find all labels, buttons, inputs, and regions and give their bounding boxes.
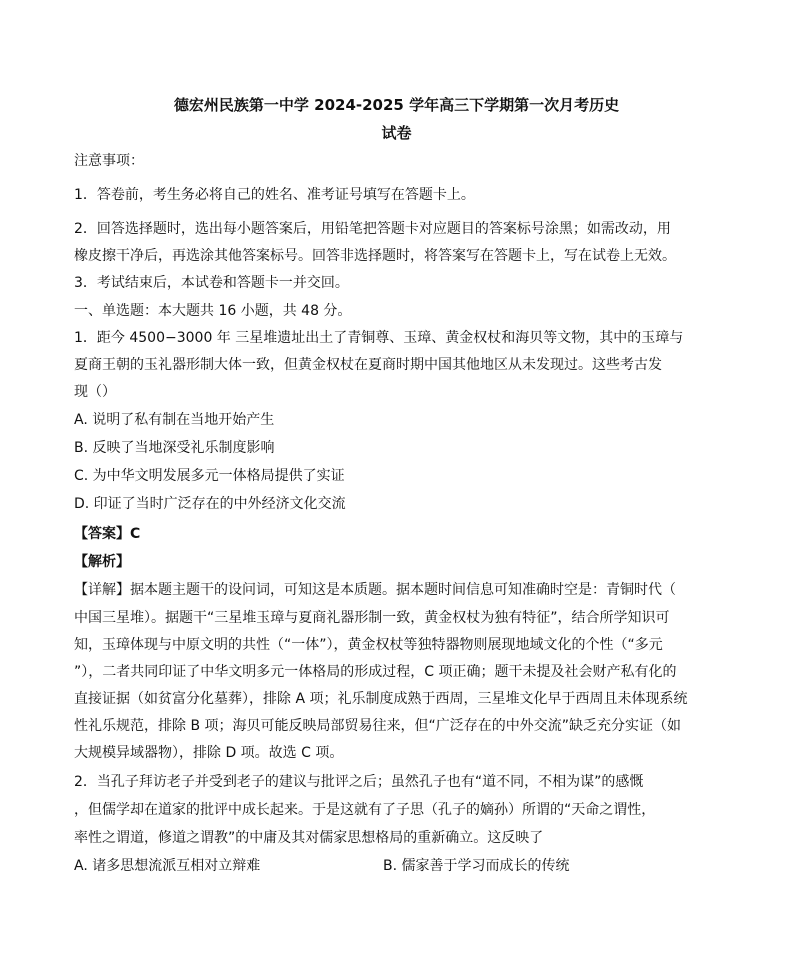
notes-heading: 注意事项： bbox=[74, 153, 144, 169]
document-title: 德宏州民族第一中学 2024-2025 学年高三下学期第一次月考历史 bbox=[173, 96, 620, 114]
q1-detail-line-6: 性礼乐规范，排除 B 项；海贝可能反映局部贸易往来，但“广泛存在的中外交流”缺乏充分实证（如 bbox=[74, 718, 682, 734]
document-title-continued: 试卷 bbox=[381, 124, 412, 142]
q1-detail-line-5: 直接证据（如贫富分化墓葬），排除 A 项；礼乐制度成熟于西周，三星堆文化早于西周且未体现系统 bbox=[74, 691, 688, 707]
notes-item-3: 3．考试结束后，本试卷和答题卡一并交回。 bbox=[74, 275, 349, 291]
q1-detail-line-2: 中国三星堆）。据题干“三星堆玉璋与夏商礼器形制一致，黄金权杖为独有特征”，结合所学知识可 bbox=[74, 610, 670, 626]
q1-stem-line-3: 现（） bbox=[74, 384, 116, 400]
q1-option-b: B. 反映了当地深受礼乐制度影响 bbox=[74, 440, 275, 456]
notes-item-1: 1．答卷前，考生务必将自己的姓名、准考证号填写在答题卡上。 bbox=[74, 187, 475, 203]
q1-stem-line-2: 夏商王朝的玉礼器形制大体一致，但黄金权杖在夏商时期中国其他地区从未发现过。这些考古发 bbox=[74, 357, 662, 373]
notes-item-2: 2．回答选择题时，选出每小题答案后，用铅笔把答题卡对应题目的答案标号涂黑；如需改动，用 bbox=[74, 221, 671, 237]
q1-detail-line-7: 大规模异域器物），排除 D 项。故选 C 项。 bbox=[74, 745, 344, 761]
section-heading: 一、单选题：本大题共 16 小题，共 48 分。 bbox=[74, 303, 352, 319]
notes-item-2-continued: 橡皮擦干净后，再选涂其他答案标号。回答非选择题时，将答案写在答题卡上，写在试卷上无效。 bbox=[74, 248, 676, 264]
q2-option-a: A. 诸多思想流派互相对立辩难 bbox=[74, 858, 261, 874]
q2-stem-line-3: 率性之谓道，修道之谓教”的中庸及其对儒家思想格局的重新确立。这反映了 bbox=[74, 830, 544, 846]
q1-detail-line-4: ”），二者共同印证了中华文明多元一体格局的形成过程，C 项正确；题干未提及社会财产私有化的 bbox=[74, 664, 677, 680]
q1-option-c: C. 为中华文明发展多元一体格局提供了实证 bbox=[74, 468, 345, 484]
q1-option-a: A. 说明了私有制在当地开始产生 bbox=[74, 412, 275, 428]
q1-detail-line-1: 【详解】据本题主题干的设问词，可知这是本质题。据本题时间信息可知准确时空是：青铜时代（ bbox=[74, 582, 676, 598]
q2-option-b: B. 儒家善于学习而成长的传统 bbox=[383, 858, 570, 874]
q1-stem-line-1: 1．距今 4500−3000 年 三星堆遗址出土了青铜尊、玉璋、黄金权杖和海贝等文物，其中的玉璋与 bbox=[74, 330, 684, 346]
q2-stem-line-2: ，但儒学却在道家的批评中成长起来。于是这就有了子思（孔子的嫡孙）所谓的“天命之谓性， bbox=[74, 802, 656, 818]
q1-answer: 【答案】C bbox=[74, 526, 141, 542]
q1-detail-line-3: 知，玉璋体现与中原文明的共性（“一体”），黄金权杖等独特器物则展现地域文化的个性（“多元 bbox=[74, 637, 663, 653]
q1-analysis-label: 【解析】 bbox=[74, 554, 130, 570]
q2-stem-line-1: 2．当孔子拜访老子并受到老子的建议与批评之后；虽然孔子也有“道不同，不相为谋”的感慨 bbox=[74, 774, 644, 790]
q1-option-d: D. 印证了当时广泛存在的中外经济文化交流 bbox=[74, 496, 346, 512]
